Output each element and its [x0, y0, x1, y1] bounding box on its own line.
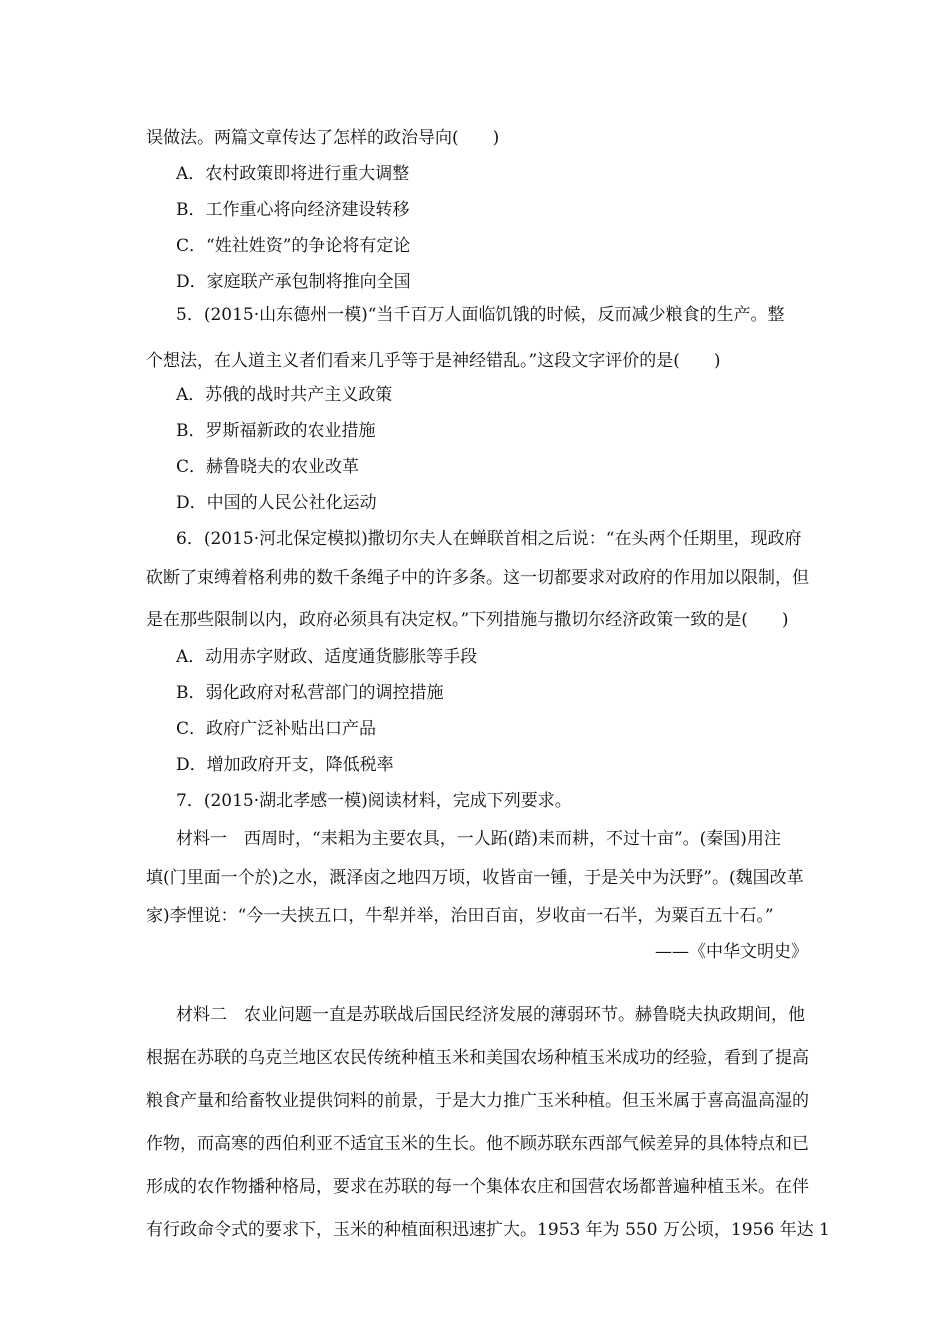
q4-option-b: B．工作重心将向经济建设转移 — [176, 200, 410, 220]
q7-material2-line6: 有行政命令式的要求下，玉米的种植面积迅速扩大。1953 年为 550 万公顷，1956 年达 1 — [146, 1220, 830, 1240]
q6-option-c: C．政府广泛补贴出口产品 — [176, 719, 377, 739]
q6-option-a: A．动用赤字财政、适度通货膨胀等手段 — [176, 647, 478, 667]
q7-material1-line2: 填(门里面一个於)之水，溉泽卤之地四万顷，收皆亩一锺，于是关中为沃野”。(魏国改革 — [146, 868, 804, 888]
q5-option-b: B．罗斯福新政的农业措施 — [176, 421, 376, 441]
q5-option-d: D．中国的人民公社化运动 — [176, 493, 377, 513]
q4-option-d: D．家庭联产承包制将推向全国 — [176, 272, 411, 292]
q7-stem: 7．(2015·湖北孝感一模)阅读材料，完成下列要求。 — [176, 791, 572, 811]
q6-option-d: D．增加政府开支，降低税率 — [176, 755, 394, 775]
q6-option-b: B．弱化政府对私营部门的调控措施 — [176, 683, 444, 703]
q7-material2-line4: 作物，而高寒的西伯利亚不适宜玉米的生长。他不顾苏联东西部气候差异的具体特点和已 — [146, 1134, 809, 1154]
q5-stem-line2: 个想法，在人道主义者们看来几乎等于是神经错乱。”这段文字评价的是( ) — [146, 351, 721, 371]
q7-material2-line1: 材料二 农业问题一直是苏联战后国民经济发展的薄弱环节。赫鲁晓夫执政期间，他 — [176, 1005, 805, 1025]
q6-stem-line2: 砍断了束缚着格利弗的数千条绳子中的许多条。这一切都要求对政府的作用加以限制，但 — [146, 568, 809, 588]
q7-material2-line3: 粮食产量和给畜牧业提供饲料的前景，于是大力推广玉米种植。但玉米属于喜高温高湿的 — [146, 1091, 809, 1111]
q7-material2-line5: 形成的农作物播种格局，要求在苏联的每一个集体农庄和国营农场都普遍种植玉米。在伴 — [146, 1177, 809, 1197]
q5-option-a: A．苏俄的战时共产主义政策 — [176, 385, 393, 405]
q5-stem-line1: 5．(2015·山东德州一模)“当千百万人面临饥饿的时候，反而减少粮食的生产。整 — [176, 305, 785, 325]
q4-option-c: C．“姓社姓资”的争论将有定论 — [176, 236, 411, 256]
q7-material1-line3: 家)李悝说：“今一夫挟五口，牛犁并举，治田百亩，岁收亩一石半，为粟百五十石。” — [146, 906, 774, 926]
q5-option-c: C．赫鲁晓夫的农业改革 — [176, 457, 360, 477]
q7-material2-line2: 根据在苏联的乌克兰地区农民传统种植玉米和美国农场种植玉米成功的经验，看到了提高 — [146, 1048, 809, 1068]
q6-stem-line1: 6．(2015·河北保定模拟)撒切尔夫人在蝉联首相之后说：“在头两个任期里，现政府 — [176, 529, 802, 549]
q6-stem-line3: 是在那些限制以内，政府必须具有决定权。”下列措施与撒切尔经济政策一致的是( ) — [146, 610, 789, 630]
q7-material1-source: ——《中华文明史》 — [655, 942, 808, 962]
q4-option-a: A．农村政策即将进行重大调整 — [176, 164, 410, 184]
q4-continuation: 误做法。两篇文章传达了怎样的政治导向( ) — [146, 128, 500, 148]
q7-material1-line1: 材料一 西周时，“耒耜为主要农具，一人跖(踏)耒而耕，不过十亩”。(秦国)用注 — [176, 829, 781, 849]
